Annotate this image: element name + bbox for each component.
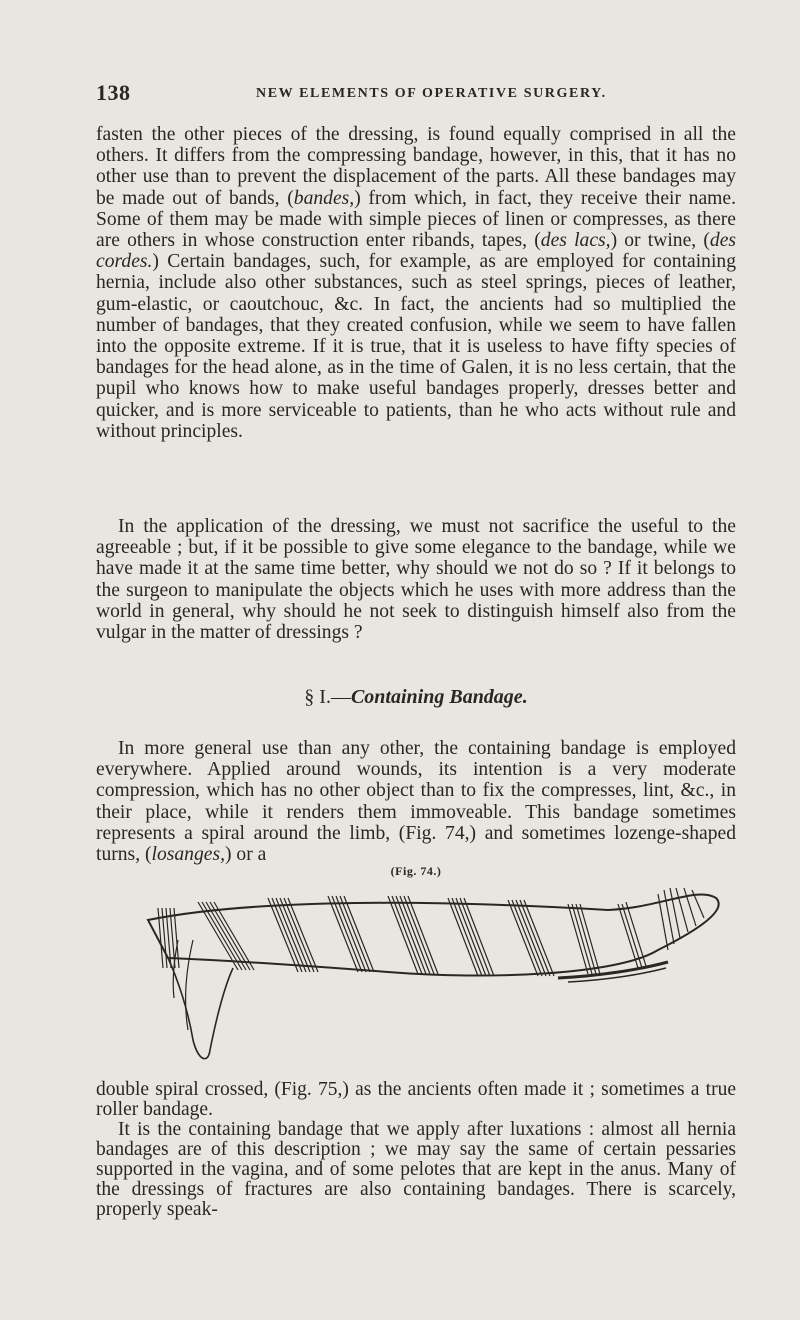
section-title: Containing Bandage. [350,686,528,708]
para1-text-a: fasten the other pieces of the dressing, is found equally comprised in all the others. It differs from the compressing bandage, however, in this, that it has no other use than to prevent the displacement of the parts. All these bandages may be made out of bands, ( [96,124,736,209]
para4-line-1: double spiral crossed, (Fig. 75,) as the ancients often made it ; sometimes a true roller bandage. [96,1079,736,1120]
para1-italic-lacs: des lacs, [540,230,611,252]
paragraph-4 [96,1080,736,1220]
para1-text-b: ) from which, in fact, they receive their name. Some of them may be made with simple pieces of linen or compresses, as there are others in whose construction enter ribands, tapes, ( [96,187,736,252]
para4-line-2: It is the containing bandage that we apply after luxations : almost all hernia bandages are of this description ; we may say the same of certain pessaries supported in the vagina, and of some pelotes that are kept in the anus. Many of the dressings of fractures are also containing bandages. There is scarcely, properly speak- [96,1119,736,1220]
para1-italic-cordes: des cordes. [96,230,737,273]
section-number: § I.— [304,686,351,708]
running-title: NEW ELEMENTS OF OPERATIVE SURGERY. [256,86,607,101]
paragraph-1 [96,124,736,442]
section-heading [96,686,736,709]
para3-text-b: ) or a [225,844,267,866]
para3-italic-losanges: losanges, [151,844,225,866]
para1-italic-bandes: bandes, [293,187,355,209]
page-number: 138 [96,80,131,105]
para2-text: In the application of the dressing, we must not sacrifice the useful to the agreeable ; but, if it be possible to give some elegance to the bandage, while we have made it at the same time better, why should we not do so ? If it belongs to the surgeon to manipulate the objects which he uses with more address than the world in general, why should he not seek to distinguish himself also from the vulgar in the matter of dressings ? [96,516,736,644]
figure-caption: (Fig. 74.) [390,864,442,878]
page-header [96,80,736,110]
para1-text-d: ) Certain bandages, such, for example, as are employed for containing hernia, include also other substances, such as steel springs, pieces of leather, gum-elastic, or caoutchouc, &c. In fact, the ancients had so multiplied the number of bandages, that they created confusion, while we seem to have fallen into the opposite extreme. If it is true, that it is useless to have fifty species of bandages for the head alone, as in the time of Galen, it is no less certain, that the pupil who knows how to make useful bandages properly, dresses better and quicker, and is more serviceable to patients, than he who acts without rule and without principles. [96,251,736,442]
spiral-bandage-illustration [138,880,728,1070]
para1-text-c: ) or twine, ( [610,230,710,252]
para3-text-a: In more general use than any other, the containing bandage is employed everywhere. Applied around wounds, its intention is a very moderate compression, which has no other object than to fix the compresses, lint, &c., in their place, while it renders them immoveable. This bandage sometimes represents a spiral around the limb, (Fig. 74,) and sometimes lozenge-shaped turns, ( [96,738,736,866]
paragraph-2 [96,516,736,643]
paragraph-3 [96,738,736,865]
